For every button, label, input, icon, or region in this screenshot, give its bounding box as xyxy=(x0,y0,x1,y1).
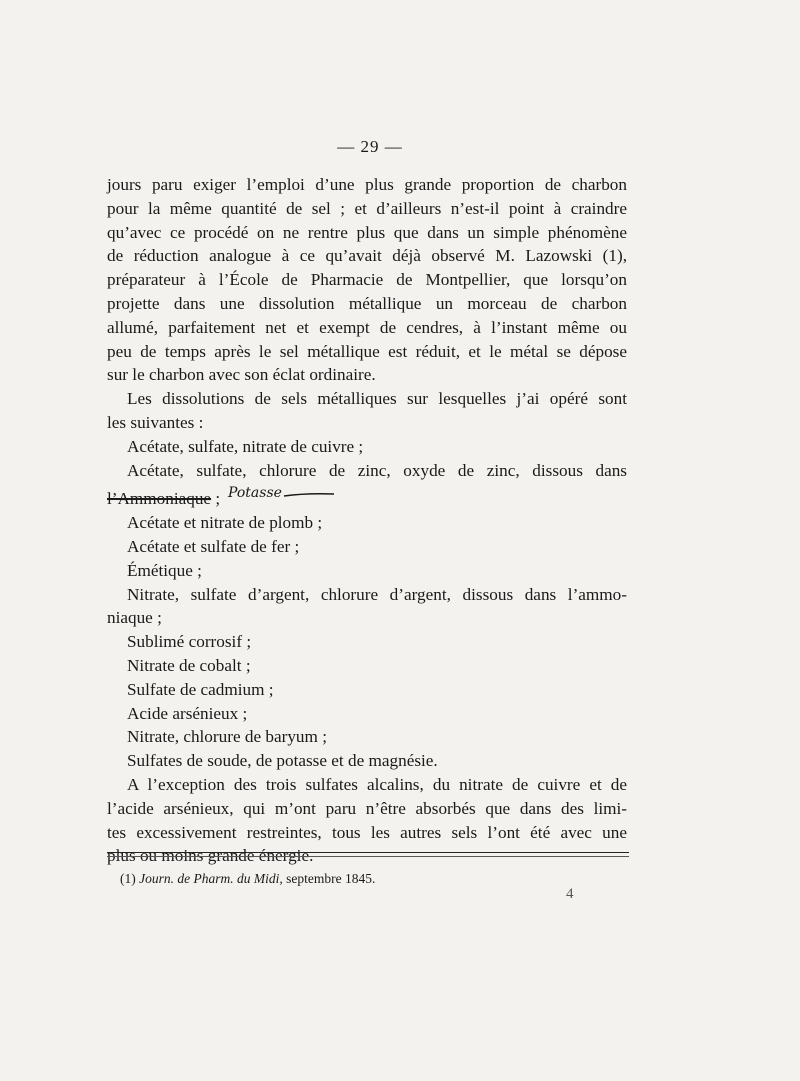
text-line: pour la même quantité de sel ; et d’ailleurs n’est-il point à craindre xyxy=(107,198,627,218)
text-line: peu de temps après le sel métallique est réduit, et le métal se dépose xyxy=(107,341,627,361)
footnote xyxy=(120,871,375,887)
text-line: qu’avec ce procédé on ne rentre plus que dans un simple phénomène xyxy=(107,222,627,242)
struck-word: l’Ammoniaque xyxy=(107,489,212,509)
list-item-continuation: niaque ; xyxy=(107,608,162,628)
list-item-continuation xyxy=(107,482,627,511)
list-item: Sulfate de cadmium ; xyxy=(127,679,274,699)
text-line: jours paru exiger l’emploi d’une plus grande proportion de charbon xyxy=(107,175,627,194)
list-item: Nitrate, sulfate d’argent, chlorure d’argent, dissous dans l’ammo- xyxy=(127,584,627,604)
list-item: Nitrate, chlorure de baryum ; xyxy=(127,727,327,747)
page-number: — 29 — xyxy=(337,137,403,156)
footnote-ref: (1) xyxy=(120,871,136,886)
text-line: l’acide arsénieux, qui m’ont paru n’être absorbés que dans des limi- xyxy=(107,798,627,818)
list-item: Nitrate de cobalt ; xyxy=(127,655,251,675)
footnote-source: Journ. de Pharm. du Midi, xyxy=(139,871,283,886)
text-line: tes excessivement restreintes, tous les autres sels l’ont été avec une xyxy=(107,822,627,842)
footnote-separator xyxy=(107,852,629,853)
list-item: Acétate, sulfate, nitrate de cuivre ; xyxy=(127,436,364,456)
list-item: Sulfates de soude, de potasse et de magnésie. xyxy=(127,751,438,771)
text-line: de réduction analogue à ce qu’avait déjà observé M. Lazowski (1), xyxy=(107,246,627,266)
text-line: projette dans une dissolution métallique un morceau de charbon xyxy=(107,293,627,313)
list-item: Acétate, sulfate, chlorure de zinc, oxyde de zinc, dissous dans xyxy=(127,460,627,480)
body-text xyxy=(107,173,627,868)
text-line: allumé, parfaitement net et exempt de cendres, à l’instant même ou xyxy=(107,317,627,337)
list-item: Émétique ; xyxy=(127,560,202,580)
footnote-separator-thin xyxy=(107,856,629,857)
text-line: les suivantes : xyxy=(107,412,204,432)
list-item: Sublimé corrosif ; xyxy=(127,632,252,652)
list-item: Acide arsénieux ; xyxy=(127,703,248,723)
text-line: Les dissolutions de sels métalliques sur lesquelles j’ai opéré sont xyxy=(127,389,627,409)
list-item: Acétate et nitrate de plomb ; xyxy=(127,513,323,533)
footnote-date: septembre 1845. xyxy=(286,871,376,886)
text-line: sur le charbon avec son éclat ordinaire. xyxy=(107,365,376,385)
text-line: plus ou moins grande énergie. xyxy=(107,846,314,866)
handwritten-annotation xyxy=(226,482,336,511)
handwritten-word: Potasse xyxy=(228,485,283,502)
handwritten-potasse-icon xyxy=(226,482,336,504)
text-line: A l’exception des trois sulfates alcalins, du nitrate de cuivre et de xyxy=(127,774,627,794)
punctuation: ; xyxy=(211,489,221,509)
margin-annotation: 4 xyxy=(566,886,574,902)
text-line: préparateur à l’École de Pharmacie de Montpellier, que lorsqu’on xyxy=(107,270,627,290)
list-item: Acétate et sulfate de fer ; xyxy=(127,536,300,556)
